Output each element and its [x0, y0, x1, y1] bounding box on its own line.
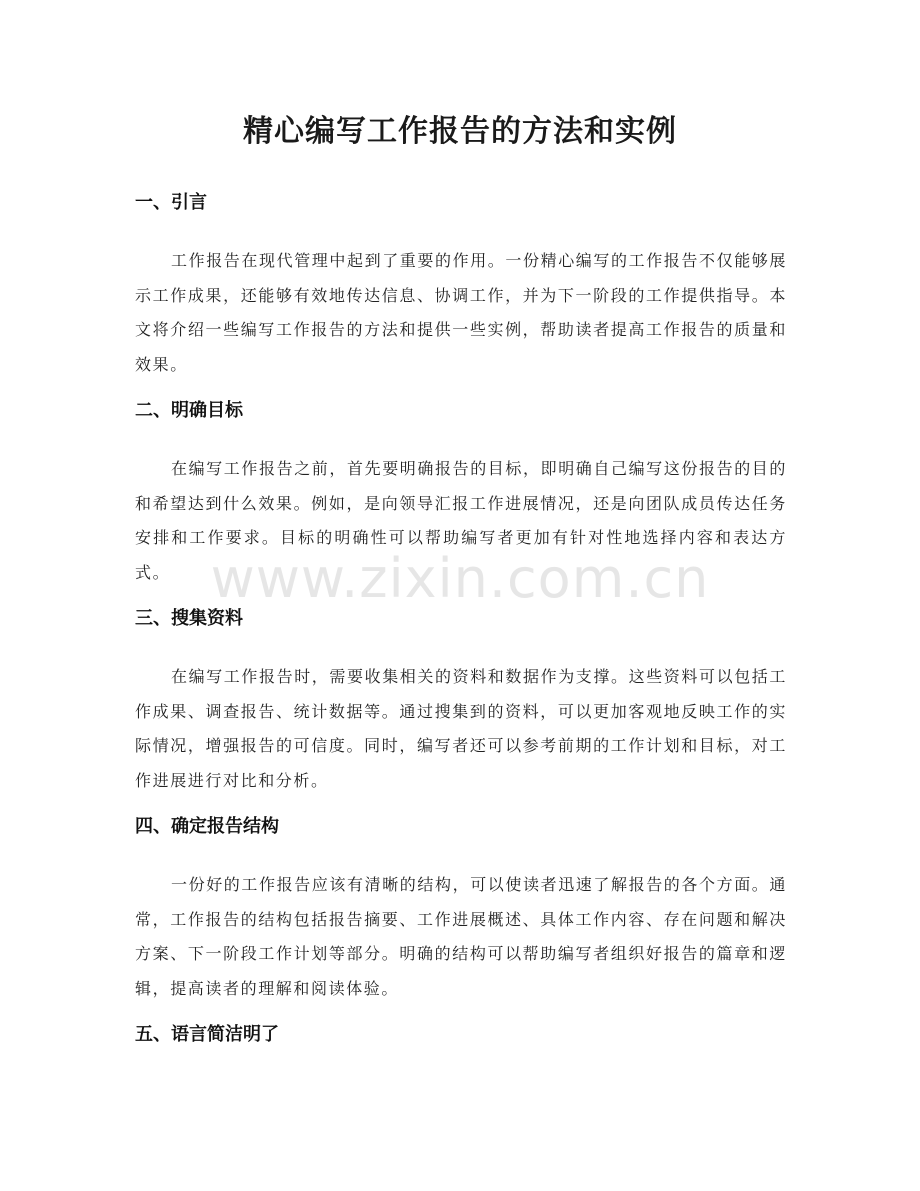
section-heading: 三、搜集资料	[135, 608, 243, 629]
document-title: 精心编写工作报告的方法和实例	[243, 114, 677, 149]
section-heading: 四、确定报告结构	[135, 816, 279, 837]
section-report-structure	[135, 814, 787, 1006]
watermark-text: www.zixin.com.cn	[210, 547, 710, 610]
section-paragraph: 一份好的工作报告应该有清晰的结构，可以使读者迅速了解报告的各个方面。通常，工作报告的结构包括报告摘要、工作进展概述、具体工作内容、存在问题和解决方案、下一阶段工作计划等部分。明确的结构可以帮助编写者组织好报告的篇章和逻辑，提高读者的理解和阅读体验。	[135, 875, 788, 998]
section-paragraph: 在编写工作报告之前，首先要明确报告的目标，即明确自己编写这份报告的目的和希望达到什么效果。例如，是向领导汇报工作进展情况，还是向团队成员传达任务安排和工作要求。目标的明确性可以帮助编写者更加有针对性地选择内容和表达方式。	[135, 459, 788, 582]
section-concise-language	[135, 1022, 787, 1048]
section-heading: 二、明确目标	[135, 400, 243, 421]
section-heading: 一、引言	[135, 192, 207, 213]
section-heading: 五、语言简洁明了	[135, 1024, 279, 1045]
section-paragraph: 在编写工作报告时，需要收集相关的资料和数据作为支撑。这些资料可以包括工作成果、调查报告、统计数据等。通过搜集到的资料，可以更加客观地反映工作的实际情况，增强报告的可信度。同时，编写者还可以参考前期的工作计划和目标，对工作进展进行对比和分析。	[135, 667, 788, 790]
section-introduction	[135, 190, 787, 382]
section-clear-goals	[135, 398, 787, 590]
section-collect-materials	[135, 606, 787, 798]
section-paragraph: 工作报告在现代管理中起到了重要的作用。一份精心编写的工作报告不仅能够展示工作成果，还能够有效地传达信息、协调工作，并为下一阶段的工作提供指导。本文将介绍一些编写工作报告的方法和提供一些实例，帮助读者提高工作报告的质量和效果。	[135, 251, 788, 374]
